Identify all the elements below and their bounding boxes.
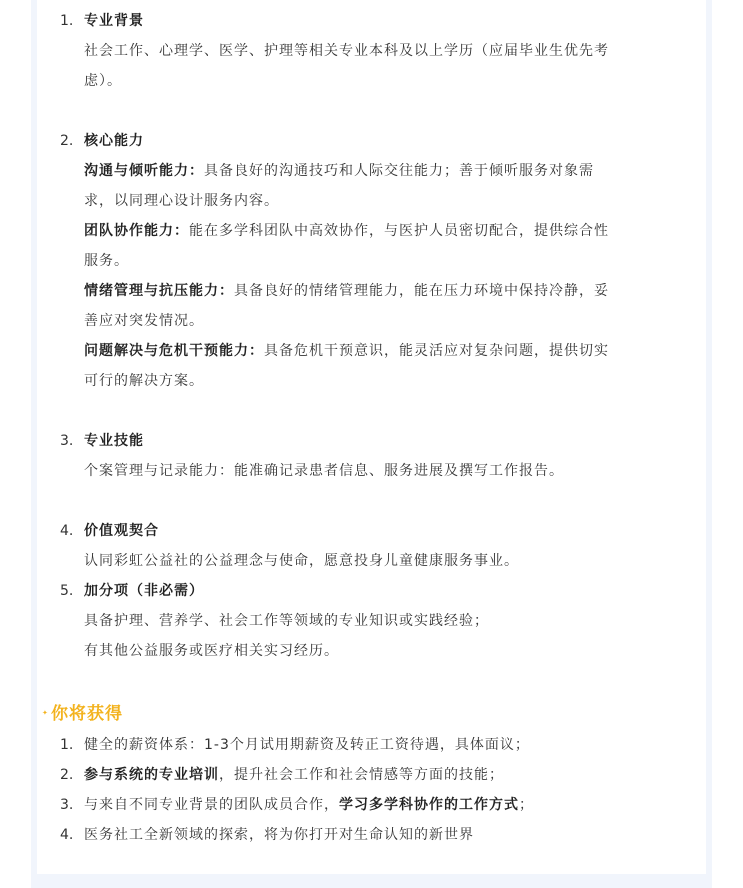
- benefit-number: 1.: [60, 737, 74, 753]
- ability-text: 具备危机干预意识，能灵活应对复杂问题，提供切实: [264, 343, 609, 359]
- ability-label: 问题解决与危机干预能力：: [84, 343, 264, 359]
- ability-label: 沟通与倾听能力：: [84, 163, 204, 179]
- benefit-item: [84, 795, 534, 815]
- ability-label: 情绪管理与抗压能力：: [84, 283, 234, 299]
- ability-item: [84, 221, 609, 241]
- section-number: 4.: [60, 523, 74, 539]
- ability-text-cont: 善应对突发情况。: [84, 313, 204, 329]
- ability-text-cont: 服务。: [84, 253, 129, 269]
- benefit-text: ；: [519, 797, 534, 813]
- benefit-item: [84, 765, 504, 785]
- section-number: 5.: [60, 583, 74, 599]
- benefit-number: 2.: [60, 767, 74, 783]
- ability-text: 具备良好的情绪管理能力，能在压力环境中保持冷静，妥: [234, 283, 609, 299]
- benefit-text: ，提升社会工作和社会情感等方面的技能；: [219, 767, 504, 783]
- section-line: 具备护理、营养学、社会工作等领域的专业知识或实践经验；: [84, 613, 489, 629]
- benefit-text: 与来自不同专业背景的团队成员合作，: [84, 797, 339, 813]
- section-title-background: 专业背景: [84, 13, 144, 29]
- section-number: 1.: [60, 13, 74, 29]
- ability-text-cont: 可行的解决方案。: [84, 373, 204, 389]
- section-line: 社会工作、心理学、医学、护理等相关专业本科及以上学历（应届毕业生优先考: [84, 43, 609, 59]
- ability-text: 具备良好的沟通技巧和人际交往能力；善于倾听服务对象需: [204, 163, 594, 179]
- section-number: 3.: [60, 433, 74, 449]
- ability-item: [84, 281, 609, 301]
- benefit-highlight: 学习多学科协作的工作方式: [339, 797, 519, 813]
- benefit-item: [84, 825, 474, 845]
- section-line: 认同彩虹公益社的公益理念与使命，愿意投身儿童健康服务事业。: [84, 553, 519, 569]
- section-title-skills: 专业技能: [84, 433, 144, 449]
- star-icon: ✦: [42, 709, 48, 717]
- ability-item: [84, 161, 594, 181]
- section-number: 2.: [60, 133, 74, 149]
- benefits-title: 你将获得: [51, 704, 123, 724]
- section-title-values: 价值观契合: [84, 523, 159, 539]
- benefit-text: 医务社工全新领域的探索，将为你打开对生命认知的新世界: [84, 827, 474, 843]
- section-line: 有其他公益服务或医疗相关实习经历。: [84, 643, 339, 659]
- section-line: 虑）。: [84, 73, 122, 89]
- section-title-bonus: 加分项（非必需）: [84, 583, 204, 599]
- ability-item: [84, 341, 609, 361]
- section-title-core-abilities: 核心能力: [84, 133, 144, 149]
- benefit-highlight: 参与系统的专业培训: [84, 767, 219, 783]
- benefit-text: 健全的薪资体系：1-3个月试用期薪资及转正工资待遇，具体面议；: [84, 737, 530, 753]
- ability-text-cont: 求，以同理心设计服务内容。: [84, 193, 279, 209]
- section-line: 个案管理与记录能力：能准确记录患者信息、服务进展及撰写工作报告。: [84, 463, 564, 479]
- benefit-item: [84, 735, 530, 755]
- ability-text: 能在多学科团队中高效协作，与医护人员密切配合，提供综合性: [189, 223, 609, 239]
- benefit-number: 3.: [60, 797, 74, 813]
- benefit-number: 4.: [60, 827, 74, 843]
- ability-label: 团队协作能力：: [84, 223, 189, 239]
